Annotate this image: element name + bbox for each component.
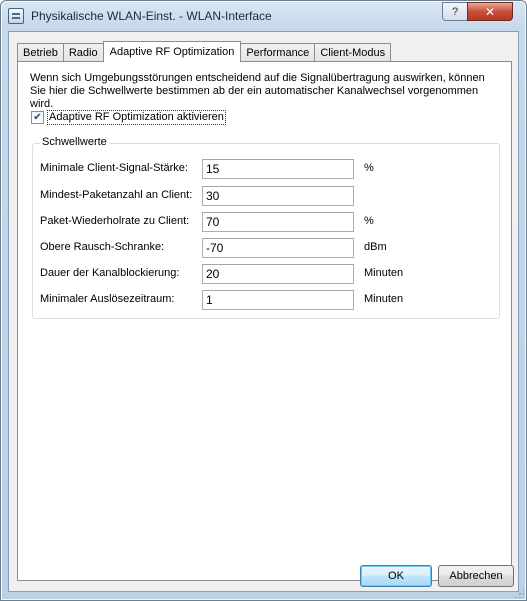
- field-row-min-packet-count: [40, 186, 500, 206]
- field-row-min-trigger-period: [40, 290, 500, 310]
- field-unit: Minuten: [364, 267, 404, 279]
- field-row-packet-retry-rate: [40, 212, 500, 232]
- packet-retry-rate-input[interactable]: [202, 212, 354, 232]
- cancel-button[interactable]: Abbrechen: [438, 565, 514, 587]
- field-label: Obere Rausch-Schranke:: [40, 241, 165, 253]
- field-label: Minimaler Auslösezeitraum:: [40, 293, 175, 305]
- field-unit: %: [364, 162, 374, 174]
- min-client-signal-input[interactable]: [202, 159, 354, 179]
- tab-performance[interactable]: Performance: [240, 43, 315, 61]
- field-unit: dBm: [364, 241, 387, 253]
- enable-checkbox[interactable]: ✔: [31, 111, 44, 124]
- app-icon: [8, 8, 24, 24]
- close-button[interactable]: ✕: [467, 2, 513, 21]
- enable-checkbox-label[interactable]: Adaptive RF Optimization aktivieren: [49, 111, 224, 123]
- enable-checkbox-row[interactable]: [31, 110, 226, 125]
- field-row-channel-block-duration: [40, 264, 500, 284]
- field-row-noise-limit: [40, 238, 500, 258]
- field-label: Minimale Client-Signal-Stärke:: [40, 162, 188, 174]
- tab-betrieb[interactable]: Betrieb: [17, 43, 64, 61]
- tab-strip: [17, 41, 390, 61]
- dialog-client-area: [8, 31, 519, 592]
- help-button[interactable]: ?: [442, 2, 468, 21]
- tab-panel: [17, 61, 512, 581]
- field-unit: Minuten: [364, 293, 404, 305]
- field-label: Paket-Wiederholrate zu Client:: [40, 215, 190, 227]
- tab-client-modus[interactable]: Client-Modus: [314, 43, 391, 61]
- noise-limit-input[interactable]: [202, 238, 354, 258]
- title-bar[interactable]: [1, 1, 526, 31]
- field-label: Dauer der Kanalblockierung:: [40, 267, 180, 279]
- description-text: Wenn sich Umgebungsstörungen entscheidend auf die Signalübertragung auswirken, können Sie hier die Schwellwerte bestimmen ab der ein automatischer Kanalwechsel vorgenommen wird.: [30, 72, 485, 110]
- thresholds-group-title: Schwellwerte: [42, 136, 107, 148]
- channel-block-duration-input[interactable]: [202, 264, 354, 284]
- min-trigger-period-input[interactable]: [202, 290, 354, 310]
- window-title: Physikalische WLAN-Einst. - WLAN-Interface: [31, 9, 272, 23]
- field-unit: %: [364, 215, 374, 227]
- ok-button[interactable]: OK: [360, 565, 432, 587]
- field-label: Mindest-Paketanzahl an Client:: [40, 189, 193, 201]
- tab-adaptive-rf-optimization[interactable]: Adaptive RF Optimization: [103, 41, 242, 62]
- min-packet-count-input[interactable]: [202, 186, 354, 206]
- field-row-min-client-signal: [40, 159, 500, 179]
- tab-radio[interactable]: Radio: [63, 43, 104, 61]
